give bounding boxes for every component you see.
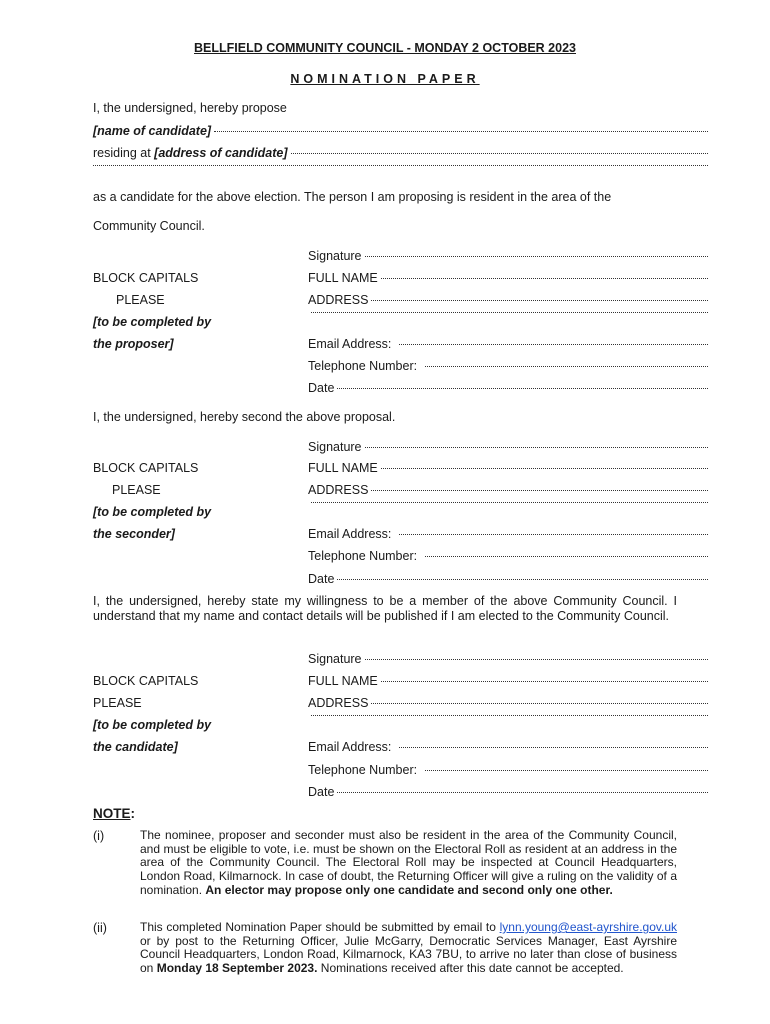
seconder-email-field[interactable] xyxy=(308,527,708,541)
full-name-label: FULL NAME xyxy=(308,674,378,688)
proposer-signature-line[interactable] xyxy=(365,256,708,257)
note-heading-text: NOTE xyxy=(93,806,131,821)
seconder-date-field[interactable] xyxy=(308,572,708,586)
seconder-block-capitals: BLOCK CAPITALS xyxy=(93,461,199,475)
proposer-please: PLEASE xyxy=(116,293,165,307)
email-link[interactable]: lynn.young@east-ayrshire.gov.uk xyxy=(499,920,677,934)
proposer-email-field[interactable] xyxy=(308,337,708,351)
note-item-text xyxy=(140,921,677,976)
candidate-text: as a candidate for the above election. The person I am proposing is resident in the area of the xyxy=(93,190,612,204)
residing-prefix: residing at xyxy=(93,146,151,160)
full-name-label: FULL NAME xyxy=(308,461,378,475)
candidate-date-line[interactable] xyxy=(337,792,708,793)
proposer-who: the proposer] xyxy=(93,337,174,351)
candidate-email-line[interactable] xyxy=(399,747,708,748)
candidate-address-field-2[interactable] xyxy=(308,718,708,719)
page-subtitle: NOMINATION PAPER xyxy=(290,72,480,86)
candidate-fullname-line[interactable] xyxy=(381,681,708,682)
candidate-telephone-line[interactable] xyxy=(425,770,708,771)
candidate-address-line[interactable] xyxy=(291,153,708,154)
seconder-telephone-field[interactable] xyxy=(308,549,708,563)
seconder-address-field[interactable] xyxy=(308,483,708,497)
proposer-address-line[interactable] xyxy=(371,300,708,301)
candidate-address-line-2-dots[interactable] xyxy=(93,165,708,166)
proposer-address-field-2[interactable] xyxy=(308,315,708,316)
telephone-label: Telephone Number: xyxy=(308,549,418,563)
proposer-address-field[interactable] xyxy=(308,293,708,307)
note-item-body-3: Nominations received after this date cannot be accepted. xyxy=(320,961,624,976)
candidate-block-capitals: BLOCK CAPITALS xyxy=(93,674,199,688)
candidate-telephone-field[interactable] xyxy=(308,763,708,777)
proposer-completed-by: [to be completed by xyxy=(93,315,212,329)
seconder-fullname-field[interactable] xyxy=(308,461,708,475)
address-label: ADDRESS xyxy=(308,293,369,307)
proposer-address-line-2[interactable] xyxy=(311,312,708,313)
signature-label: Signature xyxy=(308,249,362,263)
signature-label: Signature xyxy=(308,652,362,666)
candidate-name-line[interactable] xyxy=(214,131,708,132)
seconder-statement: I, the undersigned, hereby second the above proposal. xyxy=(93,410,396,424)
candidate-date-field[interactable] xyxy=(308,785,708,799)
candidate-signature-field[interactable] xyxy=(308,652,708,666)
seconder-who: the seconder] xyxy=(93,527,175,541)
candidate-address-label: [address of candidate] xyxy=(154,146,288,160)
candidate-email-field[interactable] xyxy=(308,740,708,754)
note-item-body: This completed Nomination Paper should be submitted by email to xyxy=(140,920,496,934)
full-name-label: FULL NAME xyxy=(308,271,378,285)
note-item-number: (ii) xyxy=(93,921,107,935)
note-item-text xyxy=(140,829,677,898)
seconder-date-line[interactable] xyxy=(337,579,708,580)
seconder-address-line[interactable] xyxy=(371,490,708,491)
seconder-email-line[interactable] xyxy=(399,534,708,535)
proposer-telephone-field[interactable] xyxy=(308,359,708,373)
propose-text: I, the undersigned, hereby propose xyxy=(93,101,287,115)
candidate-please: PLEASE xyxy=(93,696,142,710)
note-item-number: (i) xyxy=(93,829,105,843)
signature-label: Signature xyxy=(308,440,362,454)
candidate-completed-by: [to be completed by xyxy=(93,718,212,732)
note-item-body-2: or by post to the Returning Officer, Julie McGarry, Democratic Services Manager, East Ayrshire Council Headquarters, London Road, Kilmarnock, KA3 7BU, to arrive no later than close of business on xyxy=(140,933,677,976)
seconder-address-line-2[interactable] xyxy=(311,502,708,503)
date-label: Date xyxy=(308,785,335,799)
proposer-email-line[interactable] xyxy=(399,344,708,345)
telephone-label: Telephone Number: xyxy=(308,763,418,777)
candidate-who: the candidate] xyxy=(93,740,178,754)
seconder-signature-line[interactable] xyxy=(365,447,708,448)
proposer-date-field[interactable] xyxy=(308,381,708,395)
candidate-statement: I, the undersigned, hereby state my willingness to be a member of the above Community Council. I understand that my name and contact details will be published if I am elected to the Community Council. xyxy=(93,594,677,623)
seconder-please: PLEASE xyxy=(112,483,161,497)
date-label: Date xyxy=(308,572,335,586)
telephone-label: Telephone Number: xyxy=(308,359,418,373)
candidate-address-line[interactable] xyxy=(371,703,708,704)
candidate-address-line-2[interactable] xyxy=(311,715,708,716)
email-label: Email Address: xyxy=(308,337,392,351)
candidate-address-field[interactable] xyxy=(93,146,708,160)
candidate-name-label: [name of candidate] xyxy=(93,124,212,138)
proposer-fullname-field[interactable] xyxy=(308,271,708,285)
candidate-address-field[interactable] xyxy=(308,696,708,710)
note-item-emphasis: An elector may propose only one candidate and second only one other. xyxy=(205,882,613,897)
date-label: Date xyxy=(308,381,335,395)
candidate-fullname-field[interactable] xyxy=(308,674,708,688)
proposer-signature-field[interactable] xyxy=(308,249,708,263)
address-label: ADDRESS xyxy=(308,696,369,710)
seconder-completed-by: [to be completed by xyxy=(93,505,212,519)
proposer-date-line[interactable] xyxy=(337,388,708,389)
council-text: Community Council. xyxy=(93,219,205,233)
email-label: Email Address: xyxy=(308,527,392,541)
email-label: Email Address: xyxy=(308,740,392,754)
candidate-name-field[interactable] xyxy=(93,124,708,138)
deadline-date: Monday 18 September 2023. xyxy=(156,961,318,976)
proposer-telephone-line[interactable] xyxy=(425,366,708,367)
seconder-signature-field[interactable] xyxy=(308,440,708,454)
address-label: ADDRESS xyxy=(308,483,369,497)
candidate-address-line-2[interactable] xyxy=(93,168,708,169)
seconder-address-field-2[interactable] xyxy=(308,505,708,506)
note-item-body: The nominee, proposer and seconder must also be resident in the area of the Community Council, and must be eligible to vote, i.e. must be shown on the Electoral Roll as resident at an address in the area of the Community Council. The Electoral Roll may be inspected at Council Headquarters, London Road, Kilmarnock. In case of doubt, the Returning Officer will give a ruling on the validity of a nomination. xyxy=(140,828,677,897)
page-title: BELLFIELD COMMUNITY COUNCIL - MONDAY 2 OCTOBER 2023 xyxy=(194,41,576,55)
note-heading xyxy=(93,806,135,821)
proposer-block-capitals: BLOCK CAPITALS xyxy=(93,271,199,285)
candidate-signature-line[interactable] xyxy=(365,659,708,660)
proposer-fullname-line[interactable] xyxy=(381,278,708,279)
seconder-fullname-line[interactable] xyxy=(381,468,708,469)
seconder-telephone-line[interactable] xyxy=(425,556,708,557)
note-heading-colon: : xyxy=(130,806,136,821)
